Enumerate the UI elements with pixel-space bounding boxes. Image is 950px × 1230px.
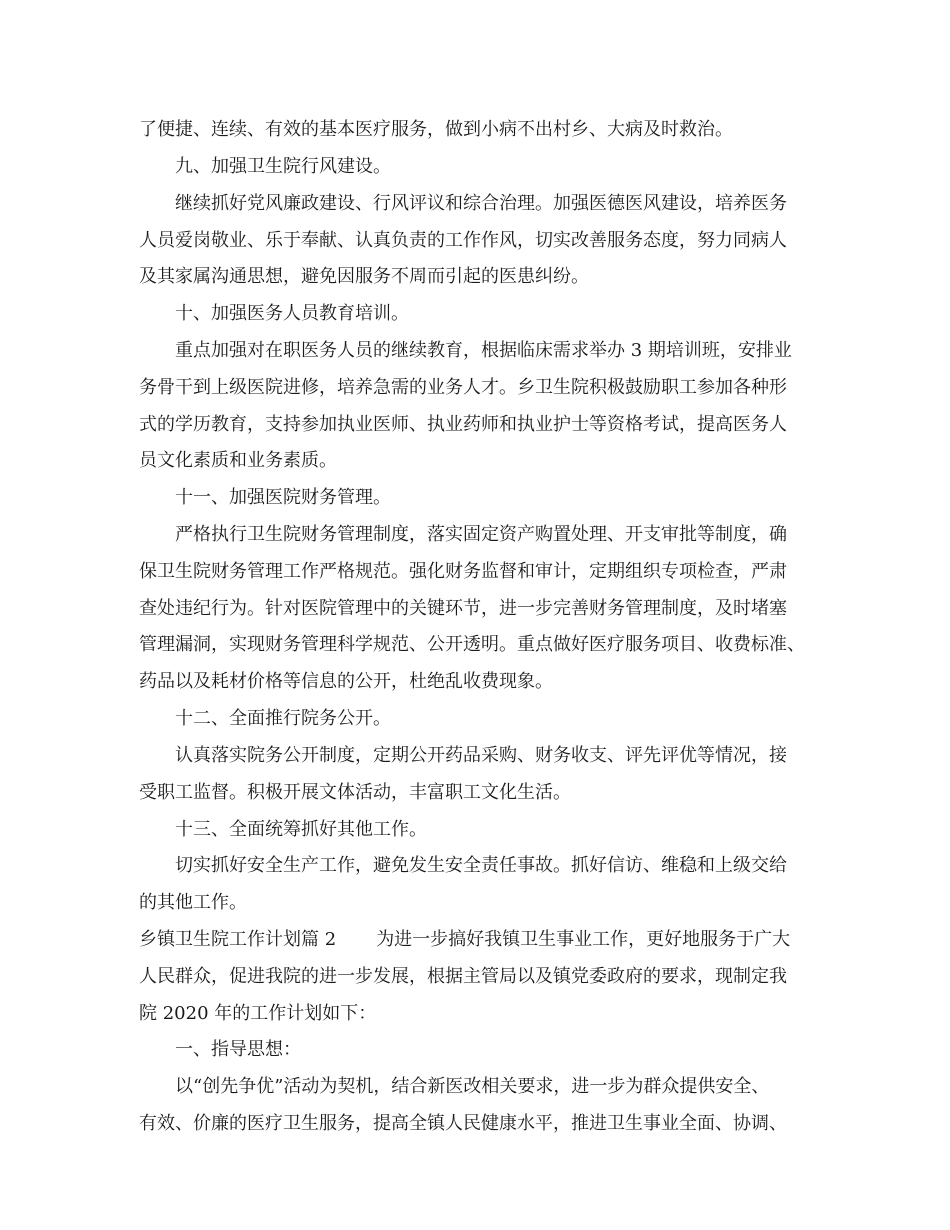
- paragraph-line: 人员爱岗敬业、乐于奉献、认真负责的工作作风，切实改善服务态度，努力同病人: [139, 230, 787, 251]
- paragraph-line: 严格执行卫生院财务管理制度，落实固定资产购置处理、开支审批等制度，确: [175, 524, 787, 545]
- document-section-title: 乡镇卫生院工作计划篇 2: [139, 929, 337, 950]
- paragraph-line: [139, 928, 790, 952]
- paragraph-line: 保卫生院财务管理工作严格规范。强化财务监督和审计，定期组织专项检查，严肃: [139, 561, 787, 582]
- paragraph-line: 式的学历教育，支持参加执业医师、执业药师和执业护士等资格考试，提高医务人: [139, 414, 787, 435]
- paragraph-line: 院 2020 年的工作计划如下：: [139, 1003, 377, 1024]
- paragraph-line: 切实抓好安全生产工作，避免发生安全责任事故。抓好信访、维稳和上级交给: [175, 855, 787, 876]
- paragraph-line: 认真落实院务公开制度，定期公开药品采购、财务收支、评先评优等情况，接: [175, 745, 787, 766]
- paragraph-text: 为进一步搞好我镇卫生事业工作，更好地服务于广大: [376, 929, 791, 950]
- paragraph-line: 重点加强对在职医务人员的继续教育，根据临床需求举办 3 期培训班，安排业: [175, 340, 792, 361]
- section-heading-13: 十三、全面统筹抓好其他工作。: [175, 819, 427, 840]
- paragraph-line: 药品以及耗材价格等信息的公开，杜绝乱收费现象。: [139, 671, 553, 692]
- paragraph-line: 的其他工作。: [139, 892, 247, 913]
- section-heading-12: 十二、全面推行院务公开。: [175, 708, 391, 729]
- paragraph-line: 员文化素质和业务素质。: [139, 450, 337, 471]
- paragraph-line: 务骨干到上级医院进修，培养急需的业务人才。乡卫生院积极鼓励职工参加各种形: [139, 377, 787, 398]
- paragraph-line: 了便捷、连续、有效的基本医疗服务，做到小病不出村乡、大病及时救治。: [139, 119, 733, 140]
- paragraph-line: 及其家属沟通思想，避免因服务不周而引起的医患纠纷。: [139, 266, 589, 287]
- section-heading-11: 十一、加强医院财务管理。: [175, 487, 391, 508]
- section-heading-10: 十、加强医务人员教育培训。: [175, 303, 409, 324]
- paragraph-line: 继续抓好党风廉政建设、行风评议和综合治理。加强医德医风建设，培养医务: [175, 193, 787, 214]
- paragraph-line: 有效、价廉的医疗卫生服务，提高全镇人民健康水平，推进卫生事业全面、协调、: [139, 1113, 787, 1134]
- paragraph-line: 以“创先争优”活动为契机，结合新医改相关要求，进一步为群众提供安全、: [175, 1076, 770, 1097]
- section-heading-9: 九、加强卫生院行风建设。: [175, 156, 391, 177]
- paragraph-line: 管理漏洞，实现财务管理科学规范、公开透明。重点做好医疗服务项目、收费标准、: [139, 634, 805, 655]
- section-heading-1: 一、指导思想：: [175, 1039, 301, 1060]
- paragraph-line: 人民群众，促进我院的进一步发展，根据主管局以及镇党委政府的要求，现制定我: [139, 966, 787, 987]
- paragraph-line: 查处违纪行为。针对医院管理中的关键环节，进一步完善财务管理制度，及时堵塞: [139, 598, 787, 619]
- paragraph-line: 受职工监督。积极开展文体活动，丰富职工文化生活。: [139, 782, 571, 803]
